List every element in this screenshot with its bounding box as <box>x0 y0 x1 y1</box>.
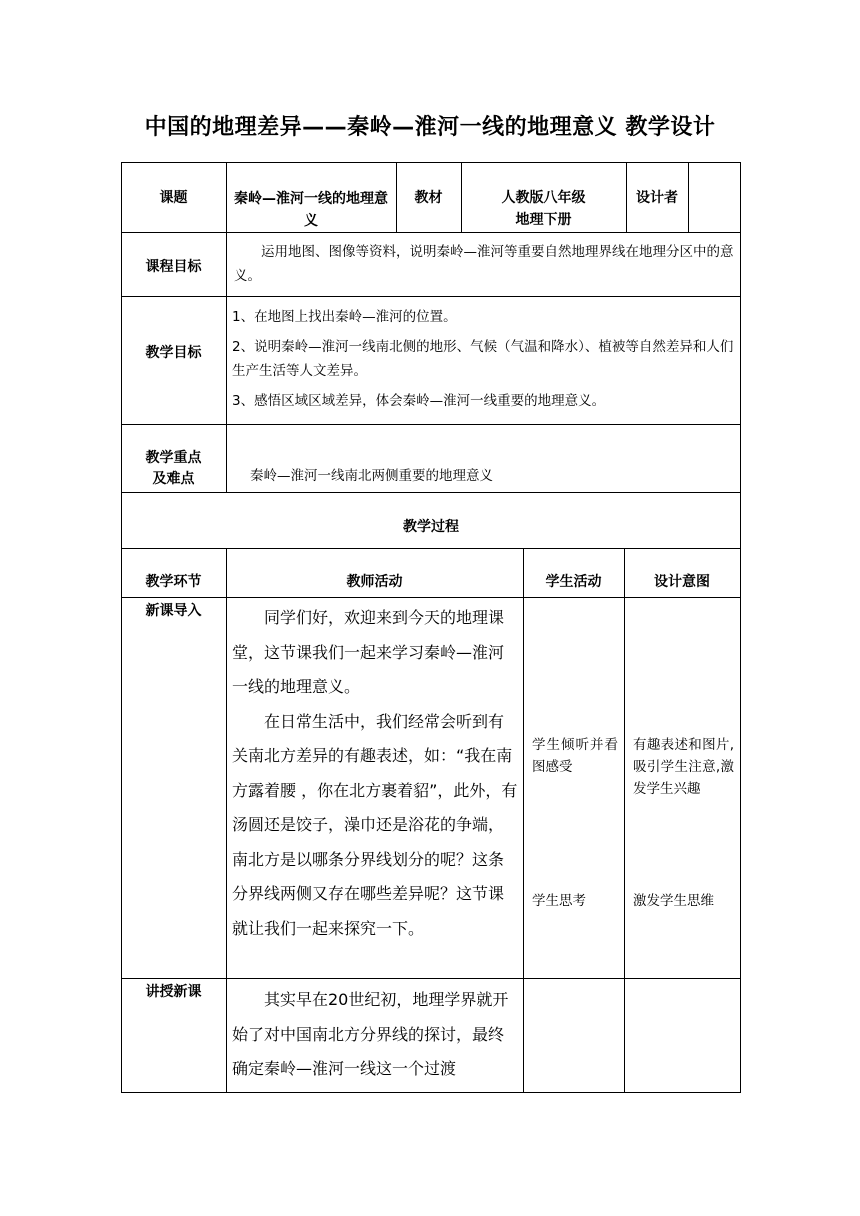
intent-interest: 有趣表述和图片,吸引学生注意,激发学生兴趣 <box>633 737 734 797</box>
teacher-activity-intro <box>232 601 519 946</box>
textbook-value-line2: 地理下册 <box>515 212 572 228</box>
course-goal-text: 运用地图、图像等资料，说明秦岭—淮河等重要自然地理界线在地理分区中的意义。 <box>234 244 734 284</box>
col-header-intent: 设计意图 <box>654 574 710 590</box>
process-heading: 教学过程 <box>403 519 459 535</box>
teaching-goal-item: 1、在地图上找出秦岭—淮河的位置。 <box>232 309 457 325</box>
intent-thinking: 激发学生思维 <box>633 893 714 909</box>
key-points-label-line1: 教学重点 <box>145 450 202 466</box>
teaching-goal-item: 3、感悟区域区域差异，体会秦岭—淮河一线重要的地理意义。 <box>232 393 606 409</box>
student-activity-think: 学生思考 <box>532 893 586 909</box>
col-header-stage: 教学环节 <box>145 574 202 590</box>
col-header-student: 学生活动 <box>545 574 602 590</box>
stage-new-lesson: 讲授新课 <box>145 984 202 1000</box>
col-header-teacher: 教师活动 <box>346 574 403 590</box>
stage-intro: 新课导入 <box>145 603 202 619</box>
key-points-text: 秦岭—淮河一线南北两侧重要的地理意义 <box>250 468 493 484</box>
designer-label: 设计者 <box>636 190 678 206</box>
topic-value: 秦岭—淮河一线的地理意义 <box>234 191 388 229</box>
teaching-goal-item: 2、说明秦岭—淮河一线南北侧的地形、气候（气温和降水）、植被等自然差异和人们生产生活等人文差异。 <box>232 339 734 379</box>
topic-label: 课题 <box>159 190 188 206</box>
teacher-paragraph: 同学们好，欢迎来到今天的地理课堂，这节课我们一起来学习秦岭—淮河一线的地理意义。 <box>232 608 505 696</box>
course-goal-label: 课程目标 <box>145 259 202 275</box>
teacher-paragraph: 在日常生活中，我们经常会听到有关南北方差异的有趣表述，如：“我在南方露着腰 ，你在北方裹着貂”，此外，有汤圆还是饺子，澡巾还是浴花的争端，南北方是以哪条分界线划分的呢？这条分界线两侧又存在哪些差异呢？这节课就让我们一起来探究一下。 <box>232 711 518 938</box>
textbook-value-line1: 人教版八年级 <box>501 190 586 206</box>
key-points-label-line2: 及难点 <box>152 471 195 487</box>
teaching-goal-list <box>232 305 736 413</box>
teaching-goal-label: 教学目标 <box>145 345 202 361</box>
textbook-label: 教材 <box>414 190 443 206</box>
teacher-activity-new-lesson <box>232 983 519 1087</box>
teacher-paragraph: 其实早在20世纪初，地理学界就开始了对中国南北方分界线的探讨，最终确定秦岭—淮河一线这一个过渡 <box>232 990 509 1078</box>
document-title: 中国的地理差异——秦岭—淮河一线的地理意义 教学设计 <box>144 115 716 140</box>
student-activity-listen: 学生倾听并看图感受 <box>532 737 618 775</box>
